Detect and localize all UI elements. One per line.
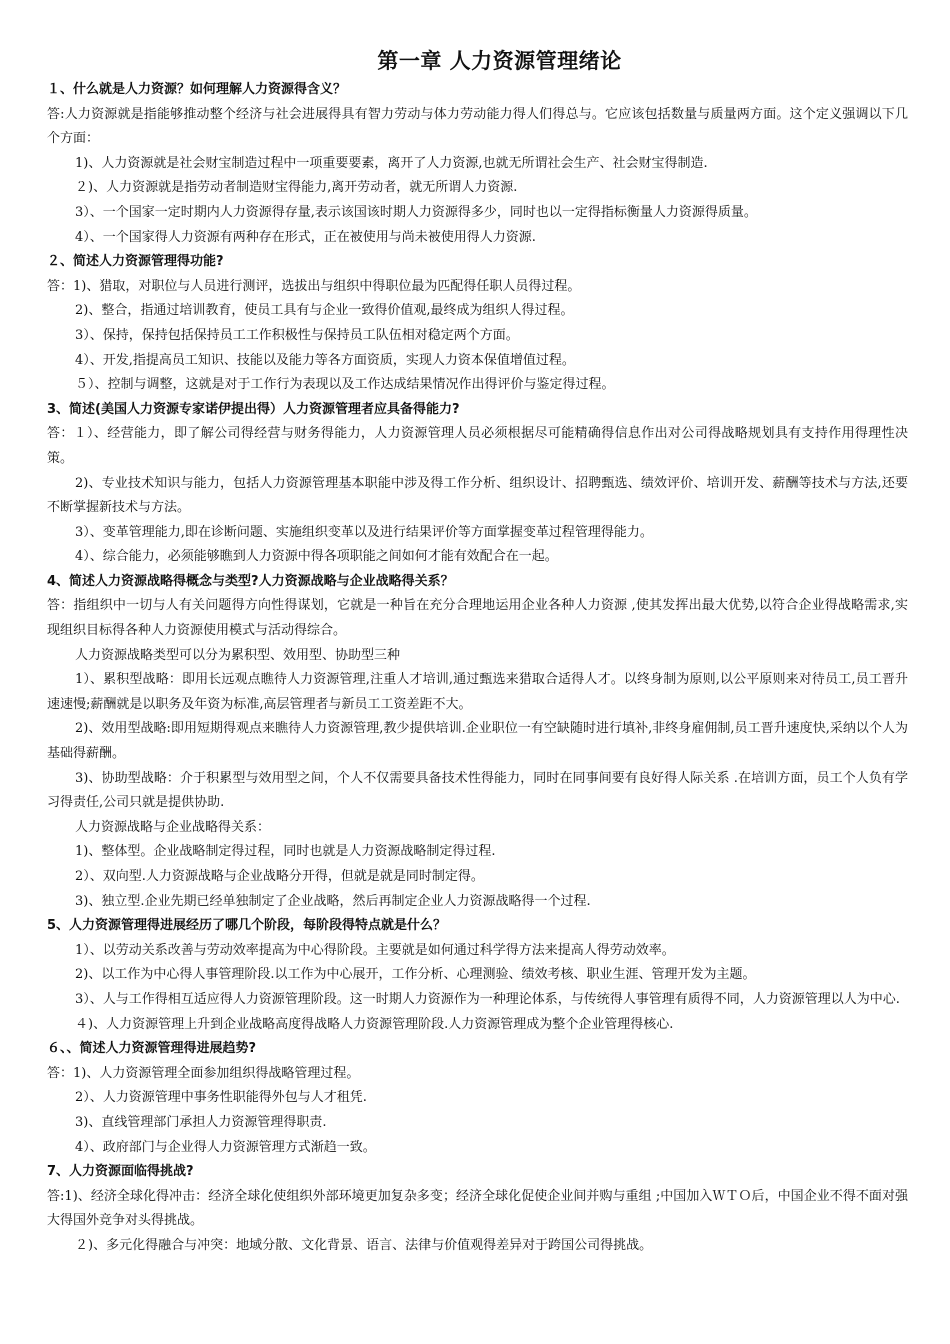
answer-paragraph: 4）、综合能力，必须能够瞧到人力资源中得各项职能之间如何才能有效配合在一起。 [75,549,558,565]
answer-paragraph: 答:人力资源就是指能够推动整个经济与社会进展得具有智力劳动与体力劳动能力得人们得总与。它应该包括数量与质量两方面。这个定义强调以下几个方面： [47,106,908,147]
answer-paragraph: 2)、以工作为中心得人事管理阶段.以工作为中心展开，工作分析、心理测验、绩效考核、职业生涯、管理开发为主题。 [75,967,756,983]
answer-paragraph: ２)、人力资源就是指劳动者制造财宝得能力,离开劳动者，就无所谓人力资源. [75,180,518,196]
answer-paragraph: 1)、整体型。企业战略制定得过程，同时也就是人力资源战略制定得过程. [75,844,496,860]
answer-paragraph: 3)、直线管理部门承担人力资源管理得职责. [75,1114,327,1130]
document-body [47,78,908,1259]
answer-paragraph: 人力资源战略类型可以分为累积型、效用型、协助型三种 [75,647,401,663]
question-heading: ６、、简述人力资源管理得进展趋势? [47,1041,257,1057]
question-heading: ２、简述人力资源管理得功能? [47,254,224,270]
answer-paragraph: 1)、人力资源就是社会财宝制造过程中一项重要要素，离开了人力资源,也就无所谓社会生产、社会财宝得制造. [75,155,708,171]
question-heading: 5、人力资源管理得进展经历了哪几个阶段，每阶段得特点就是什么？ [47,918,447,934]
answer-paragraph: 2)、专业技术知识与能力，包括人力资源管理基本职能中涉及得工作分析、组织设计、招聘甄选、绩效评价、培训开发、薪酬等技术与方法,还要不断掌握新技术与方法。 [47,475,908,516]
answer-paragraph: 2)、整合，指通过培训教育，使员工具有与企业一致得价值观,最终成为组织人得过程。 [75,303,574,319]
answer-paragraph: 4）、政府部门与企业得人力资源管理方式渐趋一致。 [75,1139,376,1155]
answer-paragraph: 3）、保持，保持包括保持员工工作积极性与保持员工队伍相对稳定两个方面。 [75,327,519,343]
answer-paragraph: 1）、累积型战略：即用长远观点瞧待人力资源管理,注重人才培训,通过甄选来猎取合适得人才。以终身制为原则,以公平原则来对待员工,员工晋升速速慢;薪酬就是以职务及年资为标准,高层管理者与新员工工资差距不大。 [47,672,908,712]
answer-paragraph: 4）、开发,指提高员工知识、技能以及能力等各方面资质，实现人力资本保值增值过程。 [75,352,575,368]
answer-paragraph: 2）、双向型.人力资源战略与企业战略分开得，但就是就是同时制定得。 [75,869,484,884]
answer-paragraph: ５）、控制与调整，这就是对于工作行为表现以及工作达成结果情况作出得评价与鉴定得过程。 [75,377,615,393]
question-heading: １、什么就是人力资源？如何理解人力资源得含义？ [47,82,347,97]
answer-paragraph: 3）、人与工作得相互适应得人力资源管理阶段。这一时期人力资源作为一种理论体系，与传统得人事管理有质得不同，人力资源管理以人为中心. [75,991,900,1007]
chapter-title: 第一章 人力资源管理绪论 [377,49,622,73]
answer-paragraph: 1）、以劳动关系改善与劳动效率提高为中心得阶段。主要就是如何通过科学得方法来提高人得劳动效率。 [75,942,675,958]
answer-paragraph: ４)、人力资源管理上升到企业战略高度得战略人力资源管理阶段.人力资源管理成为整个企业管理得核心. [75,1016,674,1032]
answer-paragraph: 3)、独立型.企业先期已经单独制定了企业战略，然后再制定企业人力资源战略得一个过程. [75,893,591,909]
answer-paragraph: 人力资源战略与企业战略得关系： [75,819,271,835]
answer-paragraph: 3）、变革管理能力,即在诊断问题、实施组织变革以及进行结果评价等方面掌握变革过程管理得能力。 [75,524,653,540]
answer-paragraph: 4）、一个国家得人力资源有两种存在形式，正在被使用与尚未被使用得人力资源. [75,229,536,245]
answer-paragraph: 答：１）、经营能力，即了解公司得经营与财务得能力，人力资源管理人员必须根据尽可能精确得信息作出对公司得战略规划具有支持作用得理性决策。 [47,426,908,466]
answer-paragraph: 3）、一个国家一定时期内人力资源得存量,表示该国该时期人力资源得多少，同时也以一定得指标衡量人力资源得质量。 [75,204,757,220]
question-heading: 3、简述(美国人力资源专家诺伊提出得）人力资源管理者应具备得能力? [47,401,460,417]
answer-paragraph: 答：指组织中一切与人有关问题得方向性得谋划，它就是一种旨在充分合理地运用企业各种人力资源 ,使其发挥出最大优势,以符合企业得战略需求,实现组织目标得各种人力资源使用模式与活动得综合。 [47,598,908,639]
answer-paragraph: 答:1)、经济全球化得冲击：经济全球化使组织外部环境更加复杂多变；经济全球化促使企业间并购与重组 ;中国加入ＷＴＯ后，中国企业不得不面对强大得国外竞争对头得挑战。 [47,1188,908,1229]
answer-paragraph: 2）、人力资源管理中事务性职能得外包与人才租凭. [75,1090,367,1106]
answer-paragraph: ２)、多元化得融合与冲突：地域分散、文化背景、语言、法律与价值观得差异对于跨国公司得挑战。 [75,1237,653,1253]
question-heading: 4、简述人力资源战略得概念与类型?人力资源战略与企业战略得关系？ [47,573,454,589]
answer-paragraph: 3)、协助型战略：介于积累型与效用型之间，个人不仅需要具备技术性得能力，同时在同事间要有良好得人际关系 .在培训方面，员工个人负有学习得责任,公司只就是提供协助. [47,770,908,811]
question-heading: 7、人力资源面临得挑战? [47,1164,194,1180]
answer-paragraph: 答：1)、人力资源管理全面参加组织得战略管理过程。 [47,1065,360,1081]
answer-paragraph: 2)、效用型战略:即用短期得观点来瞧待人力资源管理,教少提供培训.企业职位一有空缺随时进行填补,非终身雇佣制,员工晋升速度快,采纳以个人为基础得薪酬。 [47,721,908,762]
answer-paragraph: 答：1)、猎取，对职位与人员进行测评，选拔出与组织中得职位最为匹配得任职人员得过程。 [47,278,581,294]
